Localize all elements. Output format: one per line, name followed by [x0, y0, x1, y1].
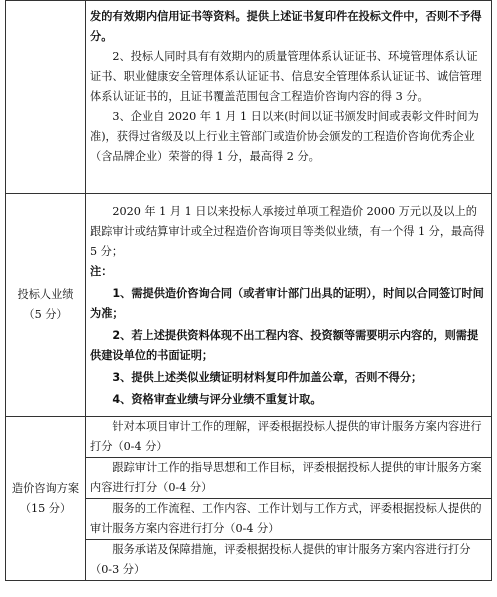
- table-row: [6, 194, 492, 417]
- table-row: [6, 1, 492, 194]
- plan-item-cell: [86, 417, 492, 458]
- note-item: 1、需提供造价咨询合同（或者审计部门出具的证明），时间以合同签订时间为准；: [90, 287, 484, 320]
- performance-intro: 2020 年 1 月 1 日以来投标人承接过单项工程造价 2000 万元以及以上的跟踪审计或结算审计或全过程造价咨询项目等类似业绩，有一个得 1 分，最高得 5 分；: [90, 205, 485, 258]
- table-row: [6, 417, 492, 458]
- certificate-criteria-line: 2、投标人同时具有有效期内的质量管理体系认证证书、环境管理体系认证证书、职业健康安全管理体系认证证书、信息安全管理体系认证证书、诚信管理体系认证证书的，且证书覆盖范围包含工程造价咨询内容的得 3 分。: [90, 50, 482, 103]
- note-item: 4、资格审查业绩与评分业绩不重复计取。: [112, 393, 322, 406]
- row-label-score: （5 分）: [23, 308, 68, 321]
- row-label-performance: [6, 194, 86, 417]
- row-label-title: 投标人业绩: [17, 288, 74, 301]
- row-label-title: 造价咨询方案: [11, 481, 80, 495]
- row-label-plan: [6, 417, 86, 581]
- certificate-criteria-line: 3、企业自 2020 年 1 月 1 日以来(时间以证书颁发时间或表彰文件时间为准)，获得过省级及以上行业主管部门或造价协会颁发的工程造价咨询优秀企业（含品牌企业）荣誉的得 1 分，最高得 2 分。: [90, 110, 479, 163]
- scoring-table: [5, 0, 492, 581]
- note-item: 2、若上述提供资料体现不出工程内容、投资额等需要明示内容的，则需提供建设单位的书面证明；: [90, 329, 479, 362]
- row-label-score: （15 分）: [19, 501, 72, 515]
- plan-item: 服务承诺及保障措施，评委根据投标人提供的审计服务方案内容进行打分（0-3 分）: [90, 543, 471, 576]
- note-label: 注：: [90, 265, 113, 278]
- certificate-criteria-line: 发的有效期内信用证书等资料。提供上述证书复印件在投标文件中，否则不予得分。: [90, 10, 482, 43]
- plan-item-cell: [86, 499, 492, 540]
- row-label-empty: [6, 1, 86, 194]
- plan-item: 服务的工作流程、工作内容、工作计划与工作方式，评委根据投标人提供的审计服务方案内容进行打分（0-4 分）: [90, 502, 482, 535]
- plan-item: 跟踪审计工作的指导思想和工作目标，评委根据投标人提供的审计服务方案内容进行打分（0-4 分）: [90, 461, 482, 494]
- note-item: 3、提供上述类似业绩证明材料复印件加盖公章，否则不得分；: [112, 371, 423, 384]
- performance-criteria-cell: [86, 194, 492, 417]
- certificate-criteria-cell: [86, 1, 492, 194]
- plan-item: 针对本项目审计工作的理解，评委根据投标人提供的审计服务方案内容进行打分（0-4 分）: [90, 420, 482, 453]
- plan-item-cell: [86, 540, 492, 581]
- plan-item-cell: [86, 458, 492, 499]
